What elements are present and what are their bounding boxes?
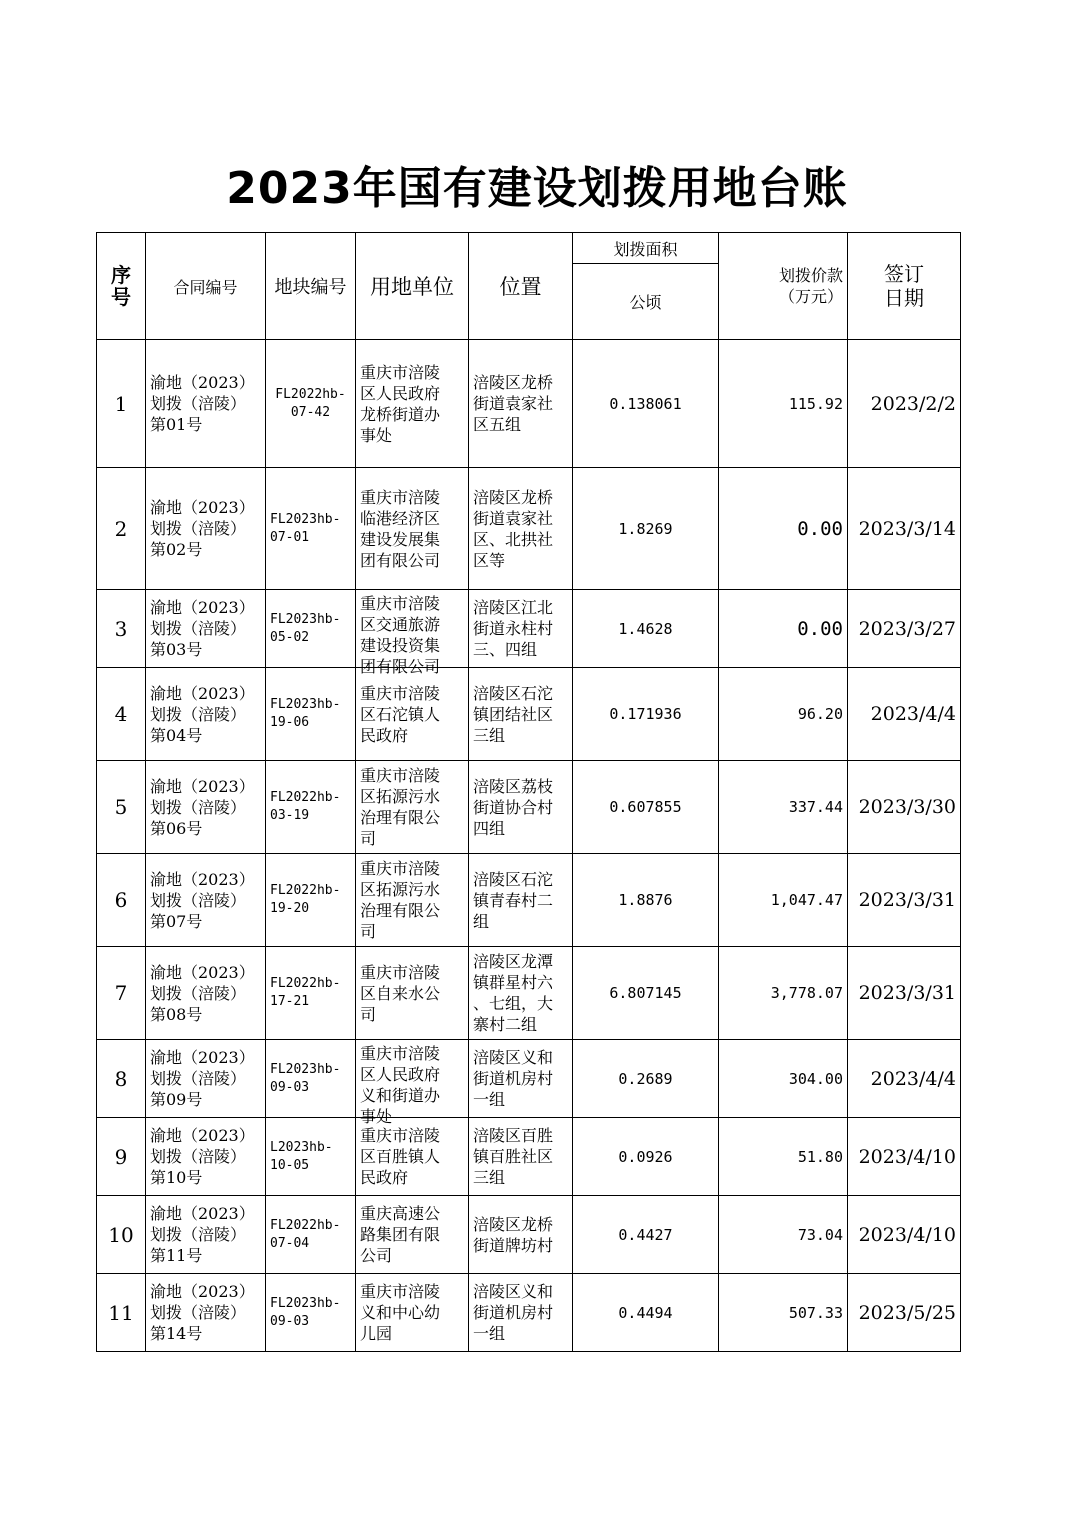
row-sign-date-text: 2023/3/14 (858, 517, 956, 540)
row-contract-no-text: 渝地（2023） 划拨（涪陵） 第14号 (150, 1282, 255, 1343)
row-land-user-text: 重庆市涪陵 区人民政府 义和街道办 事处 (360, 1043, 441, 1126)
row-contract-no-text: 渝地（2023） 划拨（涪陵） 第09号 (150, 1048, 255, 1109)
row-price (719, 1040, 848, 1118)
table-row (97, 468, 961, 590)
row-location (469, 590, 573, 668)
row-land-user (356, 947, 469, 1040)
row-parcel-no (266, 668, 356, 761)
row-area-hectares-text: 0.0926 (618, 1147, 673, 1166)
row-location-text: 涪陵区荔枝 街道协合村 四组 (473, 776, 554, 838)
row-seq (97, 468, 146, 590)
row-seq (97, 1040, 146, 1118)
row-land-user (356, 1040, 469, 1126)
row-sign-date (848, 668, 961, 761)
row-seq-text: 10 (108, 1222, 134, 1247)
row-sign-date-text: 2023/4/10 (858, 1145, 956, 1168)
row-seq (97, 1196, 146, 1274)
row-price (719, 947, 848, 1040)
row-seq (97, 854, 146, 947)
row-land-user (356, 340, 469, 468)
table-row (97, 590, 961, 668)
row-area-hectares (573, 340, 719, 468)
row-price-text: 0.00 (797, 617, 843, 640)
row-contract-no-text: 渝地（2023） 划拨（涪陵） 第04号 (150, 683, 255, 745)
row-price (719, 340, 848, 468)
row-seq-text: 2 (114, 516, 128, 541)
row-location (469, 1196, 573, 1274)
row-sign-date (848, 761, 961, 854)
row-parcel-no (266, 1274, 356, 1352)
row-sign-date (848, 340, 961, 468)
row-contract-no-text: 渝地（2023） 划拨（涪陵） 第07号 (150, 869, 255, 931)
row-parcel-no (266, 590, 356, 668)
row-location (469, 668, 573, 761)
row-land-user-text: 重庆市涪陵 区交通旅游 建设投资集 团有限公司 (360, 593, 441, 676)
row-land-user (356, 590, 469, 676)
row-land-user (356, 668, 469, 761)
header-sign-date (848, 233, 961, 340)
row-location-text: 涪陵区龙桥 街道袁家社 区、北拱社 区等 (473, 487, 554, 570)
header-price (719, 233, 848, 340)
row-area-hectares (573, 668, 719, 761)
row-sign-date-text: 2023/4/4 (870, 703, 956, 725)
row-price (719, 590, 848, 668)
row-contract-no-text: 渝地（2023） 划拨（涪陵） 第02号 (150, 498, 255, 559)
row-area-hectares-text: 1.4628 (618, 619, 673, 638)
row-sign-date (848, 1196, 961, 1274)
row-location (469, 1040, 573, 1118)
table-row (97, 340, 961, 468)
row-area-hectares-text: 1.8876 (618, 891, 673, 909)
header-row (97, 233, 961, 264)
row-location-text: 涪陵区义和 街道机房村 一组 (473, 1282, 554, 1343)
row-seq-text: 4 (114, 702, 128, 726)
row-land-user-text: 重庆市涪陵 区人民政府 龙桥街道办 事处 (360, 362, 441, 445)
row-seq-text: 1 (114, 391, 128, 416)
table-row (97, 1196, 961, 1274)
row-location (469, 340, 573, 468)
row-contract-no (146, 668, 266, 761)
row-sign-date-text: 2023/3/27 (858, 617, 956, 640)
row-seq-text: 6 (114, 888, 128, 912)
row-seq (97, 668, 146, 761)
row-sign-date (848, 947, 961, 1040)
row-contract-no-text: 渝地（2023） 划拨（涪陵） 第11号 (150, 1204, 255, 1265)
row-price-text: 96.20 (797, 705, 843, 723)
row-area-hectares-text: 0.607855 (609, 798, 682, 816)
table-row (97, 947, 961, 1040)
row-seq-text: 11 (108, 1300, 134, 1325)
row-land-user-text: 重庆市涪陵 区拓源污水 治理有限公 司 (360, 766, 441, 848)
row-seq-text: 3 (114, 616, 128, 641)
row-land-user-text: 重庆市涪陵 区自来水公 司 (360, 962, 441, 1024)
row-seq (97, 761, 146, 854)
row-price (719, 1196, 848, 1274)
row-location-text: 涪陵区龙桥 街道牌坊村 (473, 1214, 554, 1255)
row-location (469, 1118, 573, 1196)
row-seq-text: 9 (114, 1144, 128, 1169)
row-parcel-no-text: FL2022hb- 17-21 (270, 976, 341, 1009)
row-area-hectares (573, 590, 719, 668)
row-sign-date-text: 2023/3/31 (858, 982, 956, 1004)
row-parcel-no (266, 854, 356, 947)
row-location-text: 涪陵区义和 街道机房村 一组 (473, 1048, 554, 1109)
row-parcel-no-text: FL2022hb- 03-19 (270, 790, 341, 823)
row-parcel-no-text: FL2022hb- 07-04 (270, 1217, 341, 1251)
header-contract-no (146, 233, 266, 340)
row-location-text: 涪陵区龙桥 街道袁家社 区五组 (473, 373, 554, 434)
row-location (469, 1274, 573, 1352)
row-location-text: 涪陵区百胜 镇百胜社区 三组 (473, 1126, 554, 1187)
row-area-hectares (573, 761, 719, 854)
row-land-user (356, 1118, 469, 1196)
table-row (97, 1274, 961, 1352)
row-contract-no (146, 590, 266, 668)
header-parcel-no-text: 地块编号 (274, 277, 347, 298)
row-area-hectares-text: 0.2689 (618, 1069, 673, 1088)
row-sign-date (848, 854, 961, 947)
row-contract-no-text: 渝地（2023） 划拨（涪陵） 第10号 (150, 1126, 255, 1187)
row-contract-no (146, 1040, 266, 1118)
row-sign-date (848, 1118, 961, 1196)
table-row (97, 1118, 961, 1196)
row-land-user (356, 468, 469, 590)
row-price-text: 0.00 (797, 517, 843, 540)
header-location-text: 位置 (499, 275, 542, 299)
row-price-text: 507.33 (788, 1303, 843, 1322)
row-sign-date (848, 1040, 961, 1118)
table-row (97, 854, 961, 947)
row-parcel-no-text: FL2022hb- 07-42 (275, 386, 346, 420)
header-area-unit (573, 264, 719, 340)
row-price (719, 854, 848, 947)
row-price-text: 337.44 (788, 798, 843, 816)
row-location-text: 涪陵区石沱 镇团结社区 三组 (473, 683, 554, 745)
row-seq-text: 7 (114, 981, 128, 1005)
row-parcel-no (266, 1118, 356, 1196)
row-sign-date-text: 2023/4/10 (858, 1223, 956, 1246)
row-parcel-no-text: FL2023hb- 09-03 (270, 1061, 341, 1095)
row-area-hectares-text: 6.807145 (609, 984, 682, 1002)
row-land-user (356, 1274, 469, 1352)
row-price (719, 468, 848, 590)
row-contract-no-text: 渝地（2023） 划拨（涪陵） 第08号 (150, 962, 255, 1024)
header-contract-no-text: 合同编号 (173, 277, 238, 297)
ledger-body (97, 233, 961, 1352)
header-price-text: 划拨价款 （万元） (778, 266, 843, 306)
row-area-hectares-text: 1.8269 (618, 519, 673, 538)
table-row (97, 668, 961, 761)
row-land-user-text: 重庆高速公 路集团有限 公司 (360, 1204, 441, 1265)
row-contract-no (146, 1196, 266, 1274)
row-parcel-no (266, 1196, 356, 1274)
row-area-hectares-text: 0.171936 (609, 705, 682, 723)
row-parcel-no (266, 947, 356, 1040)
row-sign-date-text: 2023/3/31 (858, 889, 956, 911)
row-land-user (356, 854, 469, 947)
row-price-text: 115.92 (788, 394, 843, 413)
row-parcel-no (266, 1040, 356, 1118)
row-location-text: 涪陵区石沱 镇青春村二 组 (473, 869, 554, 931)
row-area-hectares (573, 947, 719, 1040)
row-location (469, 761, 573, 854)
row-price (719, 761, 848, 854)
row-area-hectares (573, 1118, 719, 1196)
row-seq (97, 340, 146, 468)
row-contract-no (146, 761, 266, 854)
row-parcel-no-text: FL2023hb- 05-02 (270, 611, 341, 645)
row-seq (97, 590, 146, 668)
row-land-user-text: 重庆市涪陵 区石沱镇人 民政府 (360, 683, 441, 745)
row-price-text: 73.04 (797, 1225, 843, 1244)
row-parcel-no-text: FL2023hb- 19-06 (270, 697, 341, 730)
row-contract-no (146, 1274, 266, 1352)
row-seq-text: 5 (114, 795, 128, 819)
row-seq-text: 8 (114, 1066, 128, 1091)
row-contract-no (146, 947, 266, 1040)
row-area-hectares (573, 1274, 719, 1352)
ledger-table (96, 232, 961, 1352)
row-location (469, 854, 573, 947)
row-contract-no-text: 渝地（2023） 划拨（涪陵） 第06号 (150, 776, 255, 838)
row-parcel-no-text: FL2023hb- 09-03 (270, 1295, 341, 1329)
row-land-user (356, 761, 469, 854)
row-sign-date-text: 2023/4/4 (870, 1067, 956, 1090)
row-area-hectares-text: 0.4494 (618, 1303, 673, 1322)
row-contract-no-text: 渝地（2023） 划拨（涪陵） 第03号 (150, 598, 255, 659)
row-price-text: 1,047.47 (770, 891, 843, 909)
row-location-text: 涪陵区龙潭 镇群星村六 、七组，大 寨村二组 (473, 952, 554, 1034)
row-price (719, 1118, 848, 1196)
row-land-user-text: 重庆市涪陵 临港经济区 建设发展集 团有限公司 (360, 487, 441, 570)
row-price (719, 1274, 848, 1352)
row-contract-no (146, 1118, 266, 1196)
row-location-text: 涪陵区江北 街道永柱村 三、四组 (473, 598, 554, 659)
row-land-user (356, 1196, 469, 1274)
row-location (469, 947, 573, 1040)
row-contract-no (146, 340, 266, 468)
row-seq (97, 1274, 146, 1352)
row-sign-date (848, 468, 961, 590)
row-parcel-no-text: L2023hb- 10-05 (270, 1139, 333, 1173)
header-seq (97, 233, 146, 340)
row-seq (97, 1118, 146, 1196)
row-sign-date-text: 2023/2/2 (870, 392, 956, 415)
row-area-hectares (573, 1196, 719, 1274)
row-seq (97, 947, 146, 1040)
row-sign-date (848, 1274, 961, 1352)
row-price-text: 3,778.07 (770, 984, 843, 1002)
row-sign-date (848, 590, 961, 668)
row-contract-no (146, 854, 266, 947)
header-area-unit-text: 公顷 (629, 293, 662, 312)
row-price-text: 51.80 (797, 1147, 843, 1166)
header-land-user (356, 233, 469, 340)
row-parcel-no-text: FL2022hb- 19-20 (270, 883, 341, 916)
header-land-user-text: 用地单位 (370, 275, 454, 299)
row-area-hectares-text: 0.4427 (618, 1225, 673, 1244)
row-area-hectares (573, 1040, 719, 1118)
row-area-hectares (573, 854, 719, 947)
header-location (469, 233, 573, 340)
row-land-user-text: 重庆市涪陵 区百胜镇人 民政府 (360, 1126, 441, 1187)
row-land-user-text: 重庆市涪陵 区拓源污水 治理有限公 司 (360, 859, 441, 941)
row-parcel-no-text: FL2023hb- 07-01 (270, 511, 341, 545)
row-contract-no-text: 渝地（2023） 划拨（涪陵） 第01号 (150, 373, 255, 434)
row-parcel-no (266, 340, 356, 468)
page-title: 2023年国有建设划拨用地台账 (226, 163, 848, 214)
row-location (469, 468, 573, 590)
row-parcel-no (266, 761, 356, 854)
table-row (97, 1040, 961, 1118)
header-seq-text: 序 号 (111, 263, 131, 309)
row-price (719, 668, 848, 761)
row-area-hectares-text: 0.138061 (609, 394, 682, 413)
row-price-text: 304.00 (788, 1069, 843, 1088)
header-area-group (573, 233, 719, 264)
row-sign-date-text: 2023/3/30 (858, 796, 956, 818)
header-sign-date-text: 签订 日期 (884, 262, 924, 310)
header-area-group-text: 划拨面积 (613, 239, 678, 259)
row-parcel-no (266, 468, 356, 590)
table-row (97, 761, 961, 854)
row-contract-no (146, 468, 266, 590)
row-sign-date-text: 2023/5/25 (858, 1301, 956, 1324)
row-land-user-text: 重庆市涪陵 义和中心幼 儿园 (360, 1282, 441, 1343)
header-parcel-no (266, 233, 356, 340)
row-area-hectares (573, 468, 719, 590)
